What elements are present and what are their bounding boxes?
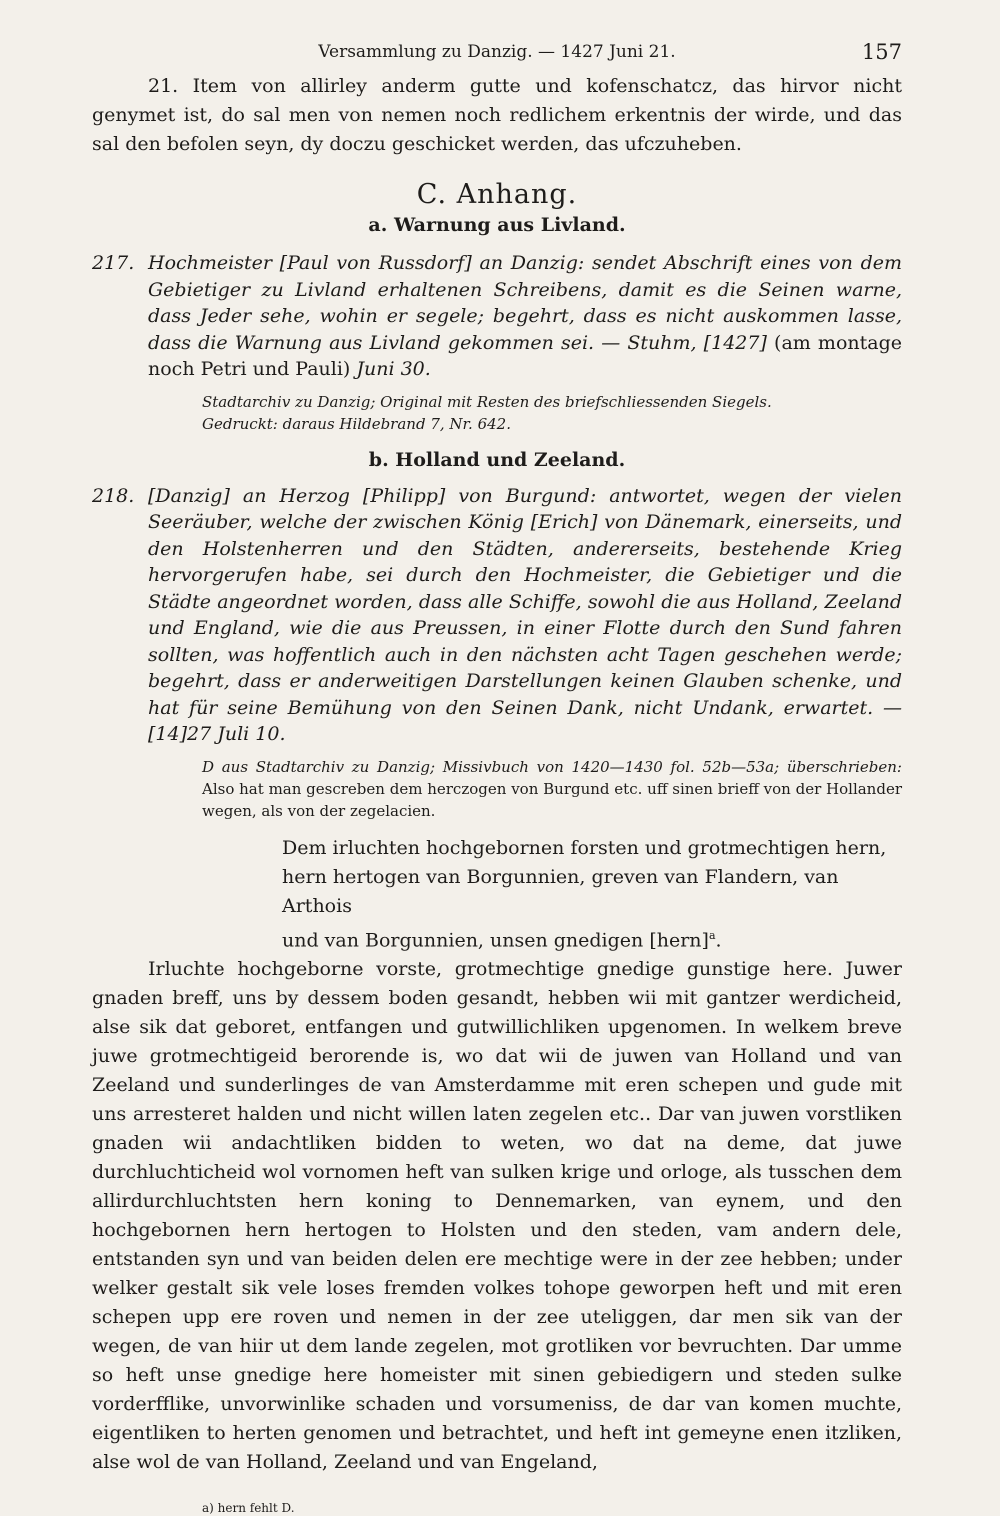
document-217-number: 217. [92,252,135,274]
running-head [92,38,902,72]
subsection-b-title: b. Holland und Zeeland. [368,448,626,471]
letter-body: Irluchte hochgeborne vorste, grotmechtige gnedige gunstige here. Juwer gnaden breff, uns by dessem boden gesandt, hebben wii mit gantzer werdicheid, alse sik dat geboret, entfangen und gutwillichliken upgenomen. In welkem breve juwe grotmechtigeid berorende is, wo dat wii de juwen van Holland und van Zeeland und sunderlinges de van Amsterdamme mit eren schepen und gude mit uns arresteret halden und nicht willen laten zegelen etc.. Dar van juwen vorstliken gnaden wii andachtliken bidden to weten, wo dat na deme, dat juwe durchluchticheid wol vornomen heft van sulken krige und orloge, als tusschen dem allirdurchluchtsten hern koning to Dennemarken, van eynem, und den hochgebornen hern hertogen to Holsten und den steden, vam andern dele, entstanden syn und van beiden delen ere mechtige were in der zee hebben; under welker gestalt sik vele loses fremden volkes tohope geworpen heft und mit eren schepen upp ere roven und nemen in der zee uteliggen, dar men sik van der wegen, de van hiir ut dem lande zegelen, mot grotliken vor bevruchten. Dar umme so heft unse gnedige here homeister mit sinen gebiedigern und steden sulke vorderfflike, unvorwinlike schaden und vorsumeniss, de dar van komen muchte, eigentliken to herten genomen und betrachtet, und heft int gemeyne enen itzliken, alse wol de van Holland, Zeeland und van Engeland, [92,957,902,1473]
document-217-source [92,391,902,435]
document-page [92,38,902,1515]
salutation-line-1: Dem irluchten hochgebornen forsten und grotmechtigen hern, [282,836,887,859]
document-218-number: 218. [92,484,135,507]
footnote-marker: a [708,928,716,942]
document-217-date: Juni 30. [356,358,431,380]
document-218-source-italic: D aus Stadtarchiv zu Danzig; Missivbuch von 1420—1430 fol. 52b—53a; überschrieben: [202,757,902,776]
running-title: Versammlung zu Danzig. — 1427 Juni 21. [318,42,676,62]
document-217-regest-text: Hochmeister [Paul von Russdorf] an Danzig: sendet Abschrift eines von dem Gebietiger zu Livland erhaltenen Schreibens, damit es die Seinen warne, dass Jeder sehe, wohin er segele; begehrt, dass es nicht auskommen lasse, dass die Warnung aus Livland gekommen sei. — Stuhm, [1427] [148,252,902,354]
document-217-source-line-1: Stadtarchiv zu Danzig; Original mit Resten des briefschliessenden Siegels. [202,392,772,411]
document-218-source [92,756,902,822]
document-217-source-line-2: Gedruckt: daraus Hildebrand 7, Nr. 642. [202,414,511,433]
document-217-regest [92,250,902,383]
document-218-regest [92,483,902,748]
section-title: C. Anhang. [416,179,578,210]
document-218-source-upright: Also hat man gescreben dem herczogen von Burgund etc. uff sinen brieff von der Hollander wegen, als von der zegelacien. [202,779,902,820]
salutation-line-2: hern hertogen van Borgunnien, greven van Flandern, van Arthois [282,865,839,917]
subsection-a-title: a. Warnung aus Livland. [368,214,626,236]
letter-salutation [92,834,902,955]
document-217-date-upright: (am montage noch Petri und Pauli) [148,331,902,380]
document-218-regest-text: [Danzig] an Herzog [Philipp] von Burgund: antwortet, wegen der vielen Seeräuber, welche der zwischen König [Erich] von Dänemark, einerseits, und den Holstenherren und den Städten, andererseits, bestehende Krieg hervorgerufen habe, sei durch den Hochmeister, die Gebietiger und die Städte angeordnet worden, dass alle Schiffe, sowohl die aus Holland, Zeeland und England, wie die aus Preussen, in einer Flotte durch den Sund fahren sollten, was hoffentlich auch in den nächsten acht Tagen geschehen werde; begehrt, dass er anderweitigen Darstellungen keinen Glauben schenke, und hat für seine Bemühung von den Seinen Dank, nicht Undank, erwartet. — [14]27 Juli 10. [148,484,902,745]
page-number: 157 [861,40,902,64]
item-21-paragraph: 21. Item von allirley anderm gutte und kofenschatcz, das hirvor nicht genymet ist, do sal men von nemen noch redlichem erkentnis der wirde, und das sal den befolen seyn, dy doczu geschicket werden, das ufczuheben. [92,75,902,155]
salutation-line-3: und van Borgunnien, unsen gnedigen [hern]$^a$. [282,928,722,951]
footnote: a) hern fehlt D. [202,1500,295,1515]
